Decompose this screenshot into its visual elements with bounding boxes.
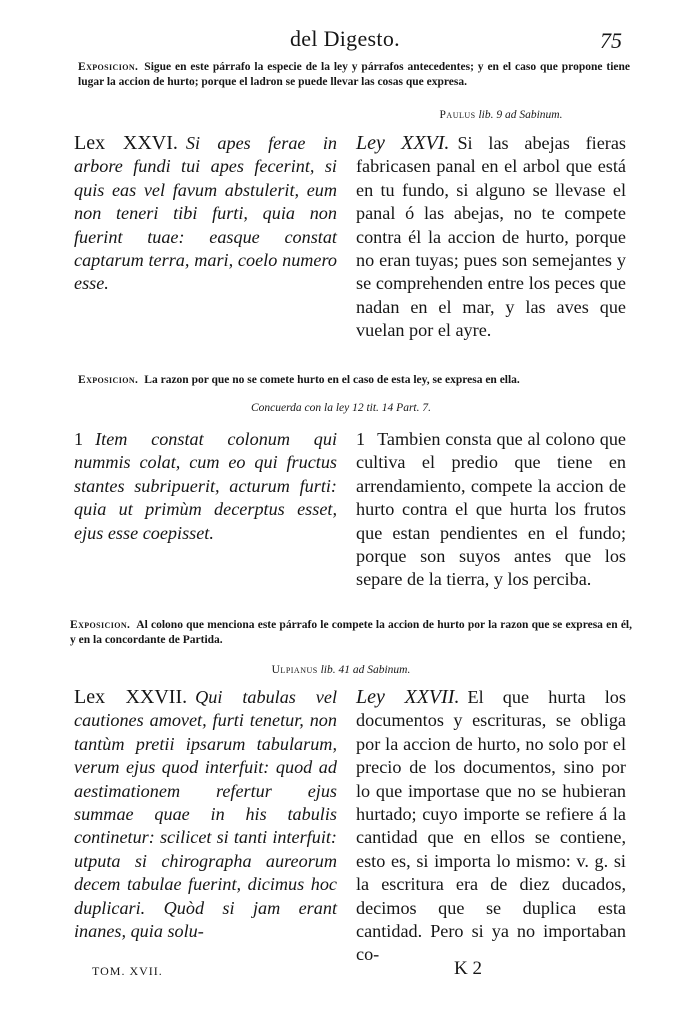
citation-ulpianus — [0, 664, 682, 676]
volume-label: TOM. XVII. — [92, 964, 163, 978]
lex-heading: Lex XXVII. — [74, 686, 188, 708]
citation-source: lib. 9 ad Sabinum. — [478, 109, 563, 121]
spanish-column-ley-27 — [356, 686, 626, 967]
exposition-3 — [70, 618, 632, 647]
page-number: 75 — [600, 28, 622, 53]
ley-heading: Ley XXVII. — [356, 686, 460, 708]
signature-mark: K 2 — [454, 958, 482, 979]
latin-column-lex-26 — [74, 132, 337, 296]
latin-column-lex-27 — [74, 686, 337, 943]
latin-text: Si apes ferae in arbore fundi tui apes fecerint, si quis eas vel favum abstulerit, eum non teneri tibi furti, quia non fuerint tuae: easque constat captarum terra, mari, coelo numero esse. — [74, 133, 337, 294]
spanish-text: Si las abejas fieras fabricasen panal en el arbol que está en tu fundo, si alguno se llevase el panal ó las abejas, no te compete contra él la accion de hurto, porque no eran tuyas; pues son semejantes y se comprehenden entre los peces que nadan en el mar, y las aves que vuelan por el ayre. — [356, 133, 627, 341]
exposition-label: Exposicion. — [78, 374, 139, 386]
running-header — [0, 26, 682, 56]
spanish-column-ley-26 — [356, 132, 626, 343]
exposition-text: La razon por que no se comete hurto en el caso de esta ley, se expresa en ella. — [144, 374, 520, 386]
citation-source: Concuerda con la ley 12 tit. 14 Part. 7. — [250, 402, 432, 414]
latin-column-para-1 — [74, 428, 337, 545]
paragraph-number: 1 — [74, 429, 84, 449]
exposition-label: Exposicion. — [70, 619, 131, 631]
running-title: del Digesto. — [290, 26, 400, 51]
latin-text: Item constat colonum qui nummis colat, cum eo qui fructus stantes subripuerit, acturum furti: quia ut primùm decerptus esset, ejus esse coepisset. — [74, 429, 337, 543]
spanish-column-para-1 — [356, 428, 626, 592]
latin-text: Qui tabulas vel cautiones amovet, furti tenetur, non tantùm pretii ipsarum tabularum, verum ejus quod interfuit: quod ad aestimationem refertur ejus summae quae in his tabulis continetur: scilicet si tanti interfuit: utputa si chirographa aureorum decem tabulae fuerint, dicimus hoc duplicari. Quòd si jam erant inanes, quia solu- — [74, 687, 337, 942]
lex-heading: Lex XXVI. — [74, 132, 178, 154]
citation-paulus — [160, 109, 682, 121]
exposition-2 — [78, 373, 630, 388]
spanish-text: El que hurta los documentos y escrituras, se obliga por la accion de hurto, no solo por el precio de los documentos, sino por lo que importase que no se hubieran hurtado; cuyo importe se refiere á la cantidad que en ellos se contiene, esto es, si importa lo mismo: v. g. si la escritura era de diez ducados, decimos que se duplica esta cantidad. Pero si ya no importaban co- — [356, 687, 626, 965]
citation-author: Ulpianus — [271, 664, 318, 676]
ley-heading: Ley XXVI. — [356, 132, 450, 154]
exposition-text: Al colono que menciona este párrafo le compete la accion de hurto por la razon que se expresa en él, y en la concordante de Partida. — [70, 619, 632, 646]
exposition-text: Sigue en este párrafo la especie de la ley y párrafos antecedentes; y en el caso que propone tiene lugar la accion de hurto; porque el ladron se puede llevar las cosas que expresa. — [78, 61, 630, 88]
citation-author: Paulus — [439, 109, 476, 121]
exposition-label: Exposicion. — [78, 61, 139, 73]
exposition-1 — [78, 60, 630, 89]
spanish-text: Tambien consta que al colono que cultiva el predio que tiene en arrendamiento, compete la accion de hurto contra el que hurta los frutos que estan pendientes en el fundo; porque son suyos antes que los separe de la tierra, y los perciba. — [356, 429, 626, 590]
citation-source: lib. 41 ad Sabinum. — [320, 664, 411, 676]
paragraph-number: 1 — [356, 429, 366, 449]
citation-concordance — [0, 402, 682, 414]
